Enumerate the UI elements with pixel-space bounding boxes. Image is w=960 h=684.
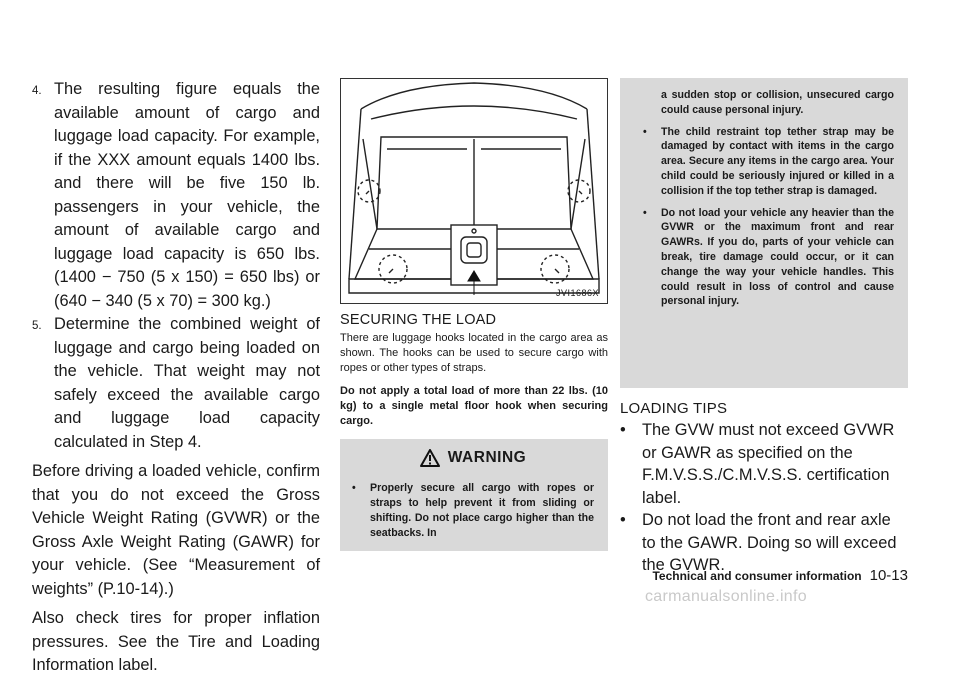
tire-paragraph: Also check tires for proper inflation pressures. See the Tire and Loading Information label. bbox=[32, 609, 320, 674]
page-footer bbox=[652, 567, 908, 584]
bullet-dot: • bbox=[643, 125, 647, 138]
tip-text: Do not load the front and rear axle to the GAWR. Doing so will exceed the GVWR. bbox=[642, 511, 897, 574]
bullet-dot: • bbox=[620, 511, 626, 529]
page-number: 10-13 bbox=[869, 567, 908, 584]
list-item bbox=[620, 419, 908, 509]
warning-label: WARNING bbox=[447, 449, 527, 467]
section-heading: LOADING TIPS bbox=[620, 400, 728, 417]
figure-code: JVI1686X bbox=[555, 288, 599, 298]
left-column bbox=[32, 78, 320, 684]
bullet-dot: • bbox=[352, 482, 356, 495]
bullet-dot: • bbox=[643, 206, 647, 219]
warning-box-continued bbox=[620, 78, 908, 388]
cargo-area-illustration bbox=[341, 79, 607, 303]
step-5 bbox=[32, 313, 320, 454]
warning-box bbox=[340, 439, 608, 551]
step-number: 4. bbox=[32, 85, 42, 97]
tip-text: The GVW must not exceed GVWR or GAWR as specified on the F.M.V.S.S./C.M.V.S.S. certification label. bbox=[642, 421, 895, 507]
warning-bullet-text: Properly secure all cargo with ropes or straps to help prevent it from sliding or shifting. Do not place cargo higher than the seatbacks. In bbox=[370, 482, 594, 539]
bold-caution-text: Do not apply a total load of more than 22 lbs. (10 kg) to a single metal floor hook when securing cargo. bbox=[340, 384, 608, 428]
middle-column bbox=[340, 78, 608, 551]
section-heading: SECURING THE LOAD bbox=[340, 312, 497, 328]
right-column bbox=[620, 78, 908, 577]
step-number: 5. bbox=[32, 320, 42, 332]
warning-triangle-icon bbox=[420, 449, 440, 467]
step-text: The resulting figure equals the available amount of cargo and luggage load capacity. For example, if the XXX amount equals 1400 lbs. and there will be five 150 lb. passengers in your vehicle, the amount of available cargo and luggage load capacity is 650 lbs. (1400 − 750 (5 x 150) = 650 lbs) or (640 − 340 (5 x 70) = 300 kg.) bbox=[54, 80, 320, 310]
warning-title bbox=[352, 449, 594, 467]
step-text: Determine the combined weight of luggage and cargo being loaded on the vehicle. That weight may not safely exceed the available cargo and luggage load capacity calculated in Step 4. bbox=[54, 315, 320, 451]
gvwr-paragraph: Before driving a loaded vehicle, confirm that you do not exceed the Gross Vehicle Weight Rating (GVWR) or the Gross Axle Weight Rating (GAWR) for your vehicle. (See “Measurement of weights” (P.10-14).) bbox=[32, 462, 320, 598]
warning-continued-text: a sudden stop or collision, unsecured cargo could cause personal injury. bbox=[661, 89, 894, 116]
step-4 bbox=[32, 78, 320, 313]
section-name: Technical and consumer information bbox=[652, 569, 862, 583]
cargo-area-figure bbox=[340, 78, 608, 304]
warning-bullet bbox=[632, 125, 894, 199]
warning-bullet-text: The child restraint top tether strap may be damaged by contact with items in the cargo area. Secure any items in the cargo area. Your child could be seriously injured or killed in a collision if the top tether strap is damaged. bbox=[661, 125, 894, 197]
bullet-dot: • bbox=[620, 421, 626, 439]
warning-bullet bbox=[352, 481, 594, 540]
warning-bullet-text: Do not load your vehicle any heavier than the GVWR or the maximum front and rear GAWRs. If you do, parts of your vehicle can break, tire damage could occur, or it can change the way your vehicle handles. This could result in loss of control and cause personal injury. bbox=[661, 206, 894, 308]
watermark: carmanualsonline.info bbox=[645, 588, 807, 605]
body-text: There are luggage hooks located in the cargo area as shown. The hooks can be used to secure cargo with ropes or other types of straps. bbox=[340, 332, 608, 375]
warning-bullet bbox=[632, 206, 894, 310]
